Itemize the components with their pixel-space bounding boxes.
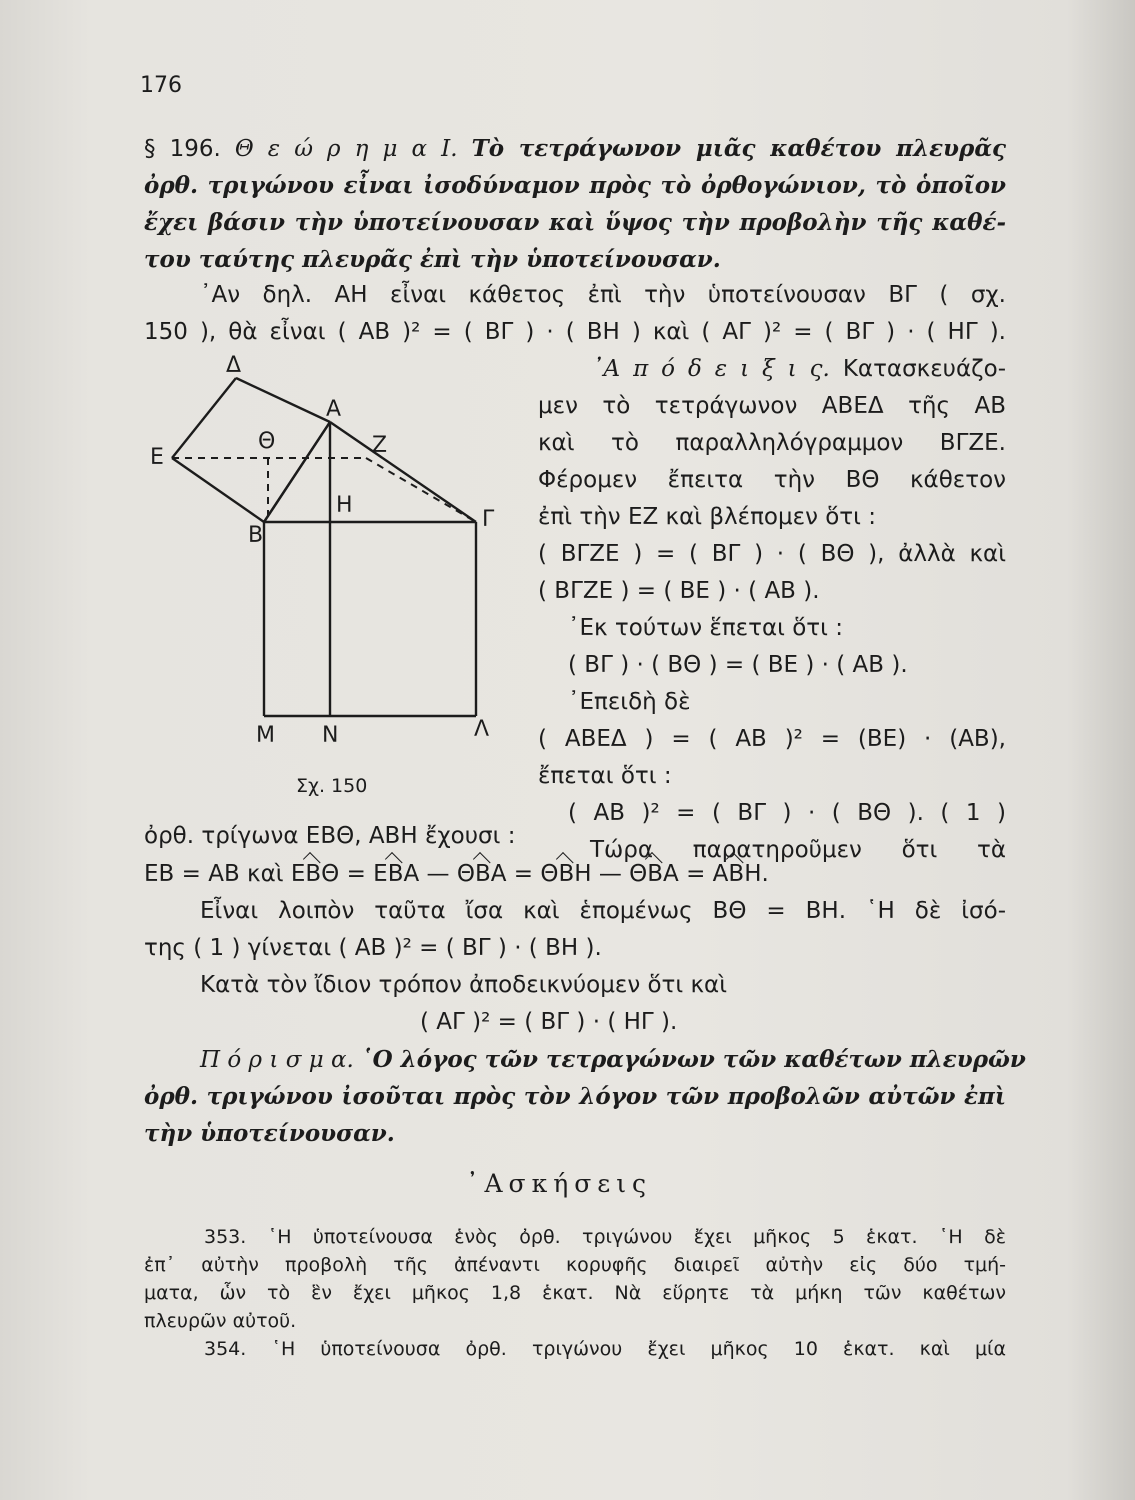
- proof-line: ( ΒΓΖΕ ) = ( ΒΓ ) · ( ΒΘ ), ἀλλὰ καὶ: [538, 541, 1006, 567]
- proof-line: ( ΒΓ ) · ( ΒΘ ) = ( ΒΕ ) · ( ΑΒ ).: [568, 652, 908, 678]
- proof-line: Τώρα παρατηροῦμεν ὅτι τὰ: [590, 837, 1006, 863]
- corollary-line-2: ὀρθ. τριγώνου ἰσοῦται πρὸς τὸν λόγον τῶν προβολῶν αὐτῶν ἐπὶ: [144, 1083, 1006, 1110]
- label-B: Β: [248, 523, 264, 548]
- eq-part: Α — Θ: [403, 861, 475, 887]
- proof-line: ἔπεται ὅτι :: [538, 763, 672, 789]
- intro-line-2: 150 ), θὰ εἶναι ( ΑΒ )² = ( ΒΓ ) · ( ΒΗ ) καὶ ( ΑΓ )² = ( ΒΓ ) · ( ΗΓ ).: [144, 319, 1006, 345]
- eq-vertex: Β: [387, 861, 404, 887]
- segment-DE: [172, 378, 236, 458]
- label-L: Λ: [474, 717, 490, 742]
- theorem-label: Θ ε ώ ρ η μ α Ι.: [234, 136, 458, 162]
- proof-line: ᾿Επειδὴ δὲ: [568, 689, 691, 715]
- exercise-354-line: 354. ῾Η ὑποτείνουσα ὀρθ. τριγώνου ἔχει μῆκος 10 ἑκατ. καὶ μία: [204, 1338, 1006, 1360]
- label-Th: Θ: [258, 429, 276, 454]
- label-A: Α: [326, 397, 342, 422]
- exercise-353-line: πλευρῶν αὐτοῦ.: [144, 1310, 297, 1332]
- intro-line-1: ᾿Αν δηλ. ΑΗ εἶναι κάθετος ἐπὶ τὴν ὑποτείνουσαν ΒΓ ( σχ.: [200, 282, 1006, 308]
- continuation-line-5: Κατὰ τὸν ἴδιον τρόπον ἀποδεικνύομεν ὅτι καὶ: [200, 972, 727, 998]
- proof-line: ἐπὶ τὴν ΕΖ καὶ βλέπομεν ὅτι :: [538, 504, 876, 530]
- theorem-text-1: Τὸ τετράγωνον μιᾶς καθέτου πλευρᾶς: [471, 135, 1007, 162]
- continuation-line-4: της ( 1 ) γίνεται ( ΑΒ )² = ( ΒΓ ) · ( ΒΗ ).: [144, 935, 602, 961]
- corollary-line-1: [200, 1046, 1026, 1074]
- page-number: 176: [140, 73, 182, 98]
- proof-line: ( ΑΒΕΔ ) = ( ΑΒ )² = (ΒΕ) · (ΑΒ),: [538, 726, 1006, 752]
- label-D: Δ: [226, 353, 242, 378]
- figure-150: [150, 350, 530, 810]
- exercises-heading: ᾿Ασκήσεις: [466, 1169, 653, 1198]
- theorem-line-3: ἔχει βάσιν τὴν ὑποτείνουσαν καὶ ὕψος τὴν προβολὴν τῆς καθέ-: [144, 209, 1006, 236]
- eq-part: Η — Θ: [574, 861, 648, 887]
- continuation-line-1: ὀρθ. τρίγωνα ΕΒΘ, ΑΒΗ ἔχουσι :: [144, 823, 516, 849]
- corollary-line-3: τὴν ὑποτείνουσαν.: [144, 1120, 395, 1147]
- proof-label: ᾿Α π ό δ ε ι ξ ι ς.: [592, 356, 830, 382]
- proof-line: Φέρομεν ἔπειτα τὴν ΒΘ κάθετον: [538, 467, 1006, 493]
- eq-part: Α = Α: [663, 861, 729, 887]
- eq-vertex: Β: [305, 861, 322, 887]
- figure-caption: Σχ. 150: [296, 775, 368, 797]
- eq-vertex: Β: [474, 861, 491, 887]
- continuation-line-6: ( ΑΓ )² = ( ΒΓ ) · ( ΗΓ ).: [420, 1009, 678, 1035]
- proof-line: ( ΒΓΖΕ ) = ( ΒΕ ) · ( ΑΒ ).: [538, 578, 820, 604]
- eq-part: Θ = Ε: [321, 861, 388, 887]
- exercise-353-line: ματα, ὧν τὸ ἓν ἔχει μῆκος 1,8 ἑκατ. Νὰ εὕρητε τὰ μήκη τῶν καθέτων: [144, 1282, 1006, 1304]
- exercise-353-line: 353. ῾Η ὑποτείνουσα ἑνὸς ὀρθ. τριγώνου ἔχει μῆκος 5 ἑκατ. ῾Η δὲ: [204, 1226, 1006, 1248]
- proof-line: καὶ τὸ παραλληλόγραμμον ΒΓΖΕ.: [538, 430, 1006, 456]
- segment-EB: [172, 458, 264, 522]
- theorem-line-2: ὀρθ. τριγώνου εἶναι ἰσοδύναμον πρὸς τὸ ὀρθογώνιον, τὸ ὁποῖον: [144, 172, 1006, 199]
- eq-part: Η.: [744, 861, 769, 887]
- proof-line-1: [592, 355, 1006, 383]
- exercise-353-line: ἐπ᾿ αὐτὴν προβολὴ τῆς ἀπέναντι κορυφῆς διαιρεῖ αὐτὴν εἰς δύο τμή-: [144, 1254, 1006, 1276]
- theorem-number: § 196.: [144, 136, 221, 162]
- label-Z: Ζ: [372, 433, 388, 458]
- corollary-label: Π ό ρ ι σ μ α.: [200, 1047, 354, 1073]
- dashed-ZG: [366, 458, 476, 522]
- label-N: Ν: [322, 723, 339, 748]
- theorem-line-4: του ταύτης πλευρᾶς ἐπὶ τὴν ὑποτείνουσαν.: [144, 246, 721, 273]
- label-G: Γ: [482, 507, 495, 532]
- segment-DA: [236, 378, 330, 422]
- continuation-line-3: Εἶναι λοιπὸν ταῦτα ἴσα καὶ ἑπομένως ΒΘ = ΒΗ. ῾Η δὲ ἰσό-: [200, 898, 1006, 924]
- label-E: Ε: [150, 445, 164, 470]
- angle-equation: [144, 860, 1006, 888]
- proof-line: μεν τὸ τετράγωνον ΑΒΕΔ τῆς ΑΒ: [538, 393, 1006, 419]
- label-M: Μ: [256, 723, 275, 748]
- eq-vertex: Β: [728, 861, 745, 887]
- theorem-line-1: [144, 135, 1006, 163]
- eq-part: Α = Θ: [490, 861, 559, 887]
- label-H: Η: [336, 493, 353, 518]
- proof-line: ( ΑΒ )² = ( ΒΓ ) · ( ΒΘ ). ( 1 ): [568, 800, 1006, 826]
- proof-line: ᾿Εκ τούτων ἕπεται ὅτι :: [568, 615, 843, 641]
- eq-vertex: Β: [647, 861, 664, 887]
- eq-part: ΕΒ = ΑΒ καὶ Ε: [144, 861, 306, 887]
- proof-first-rest: Κατασκευάζο-: [842, 356, 1006, 382]
- eq-vertex: Β: [558, 861, 575, 887]
- corollary-text-1: ῾Ο λόγος τῶν τετραγώνων τῶν καθέτων πλευρῶν: [361, 1046, 1026, 1073]
